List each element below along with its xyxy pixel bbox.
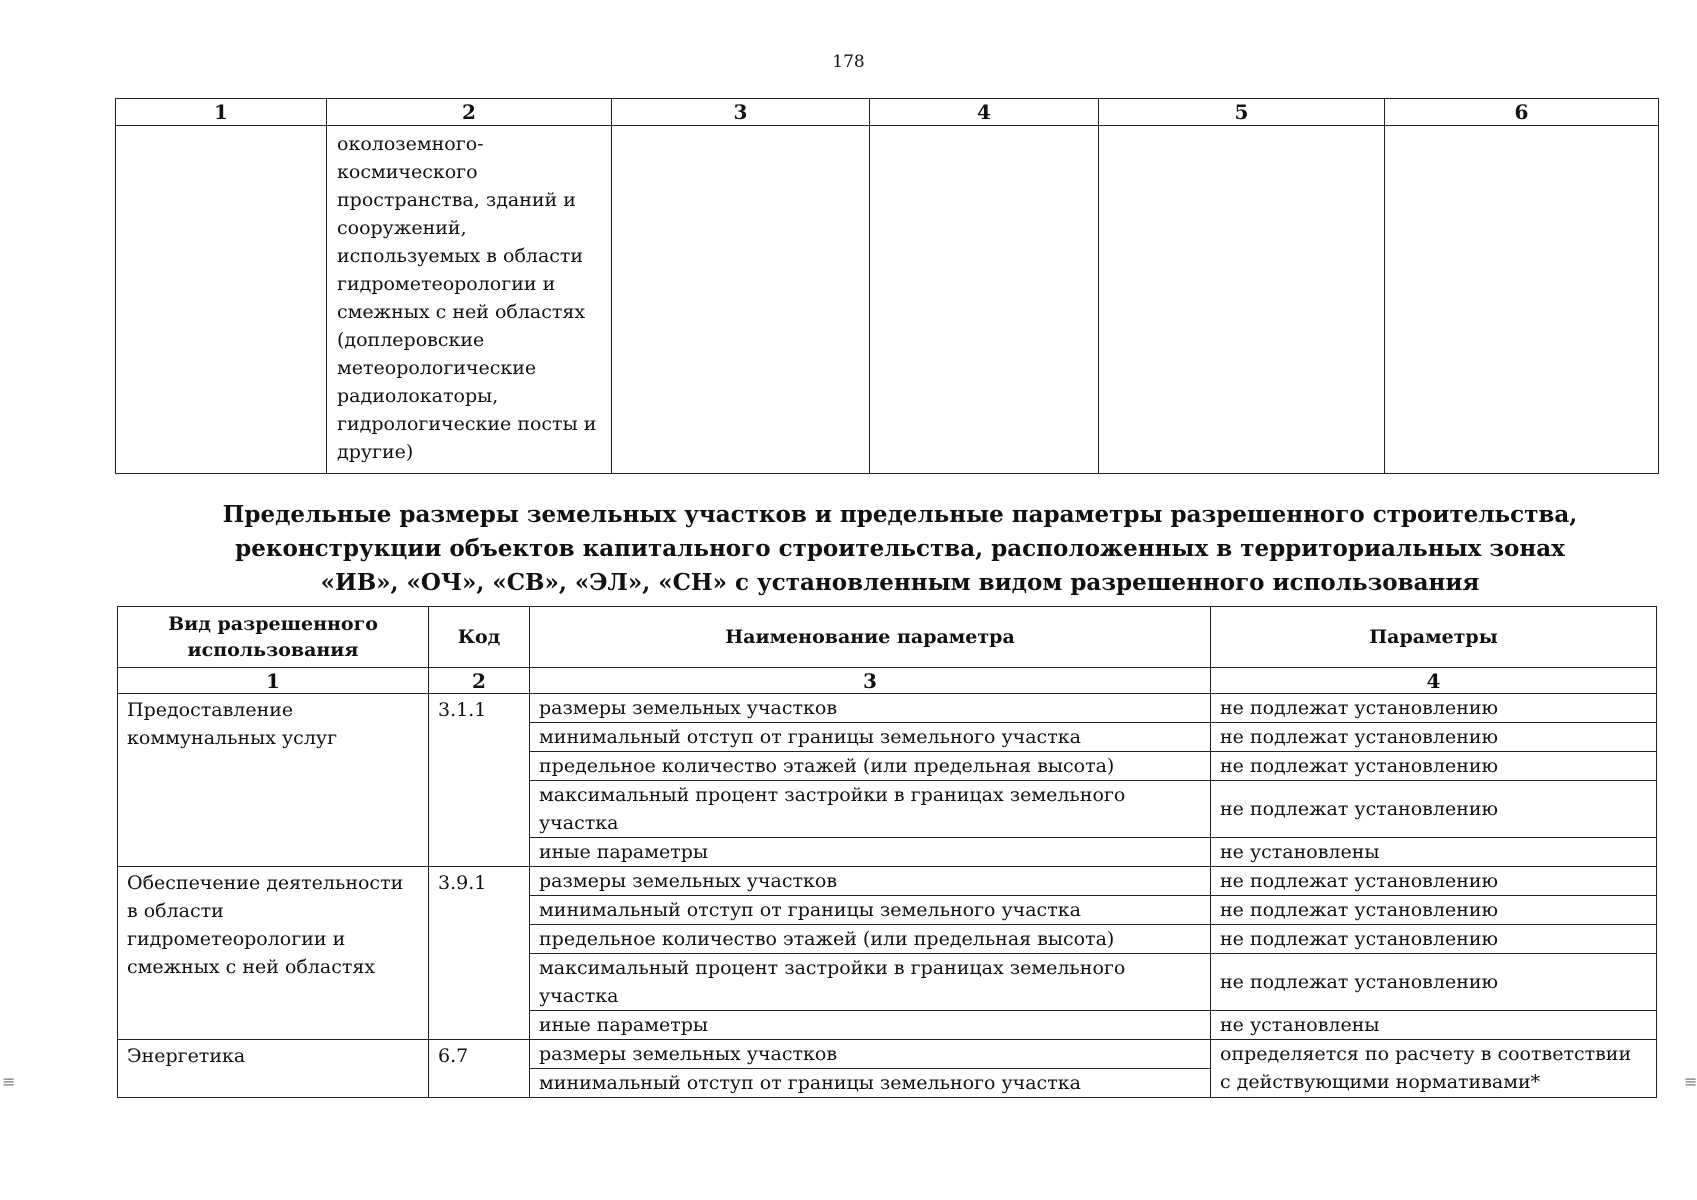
column-number: 5 bbox=[1099, 99, 1385, 126]
table-row bbox=[118, 694, 1657, 723]
param-name-cell: минимальный отступ от границы земельного участка bbox=[530, 723, 1211, 752]
param-value-cell: не подлежат установлению bbox=[1211, 867, 1657, 896]
table-cell bbox=[1385, 126, 1659, 474]
header-params: Параметры bbox=[1211, 607, 1657, 668]
section-title bbox=[180, 498, 1620, 600]
param-value-cell: не установлены bbox=[1211, 1011, 1657, 1040]
header-param-name: Наименование параметра bbox=[530, 607, 1211, 668]
param-value-cell: не подлежат установлению bbox=[1211, 694, 1657, 723]
header-permitted-use: Вид разрешенного использования bbox=[118, 607, 429, 668]
continuation-table-row bbox=[116, 126, 1659, 474]
code-cell: 3.9.1 bbox=[429, 867, 530, 1040]
table-cell bbox=[116, 126, 327, 474]
column-number: 3 bbox=[530, 668, 1211, 694]
parameters-table bbox=[117, 606, 1657, 1098]
param-name-cell: минимальный отступ от границы земельного участка bbox=[530, 1069, 1211, 1098]
continuation-table-header bbox=[116, 99, 1659, 126]
permitted-use-cell: Энергетика bbox=[118, 1040, 429, 1098]
table-cell bbox=[612, 126, 870, 474]
table-cell bbox=[1099, 126, 1385, 474]
header-code: Код bbox=[429, 607, 530, 668]
column-number: 2 bbox=[327, 99, 612, 126]
param-name-cell: максимальный процент застройки в границах земельного участка bbox=[530, 954, 1211, 1011]
parameters-table-header bbox=[118, 607, 1657, 668]
param-name-cell: минимальный отступ от границы земельного участка bbox=[530, 896, 1211, 925]
column-number: 1 bbox=[116, 99, 327, 126]
param-value-cell: не подлежат установлению bbox=[1211, 954, 1657, 1011]
permitted-use-cell: Обеспечение деятельности в области гидрометеорологии и смежных с ней областях bbox=[118, 867, 429, 1040]
param-name-cell: размеры земельных участков bbox=[530, 1040, 1211, 1069]
param-name-cell: иные параметры bbox=[530, 1011, 1211, 1040]
param-value-cell: не подлежат установлению bbox=[1211, 781, 1657, 838]
section-title-line: реконструкции объектов капитального строительства, расположенных в территориальных зонах bbox=[235, 535, 1565, 562]
column-number: 4 bbox=[870, 99, 1099, 126]
column-number: 1 bbox=[118, 668, 429, 694]
param-name-cell: размеры земельных участков bbox=[530, 867, 1211, 896]
column-number: 6 bbox=[1385, 99, 1659, 126]
table-cell bbox=[870, 126, 1099, 474]
column-number: 2 bbox=[429, 668, 530, 694]
table-row bbox=[118, 1040, 1657, 1069]
table-row bbox=[118, 867, 1657, 896]
param-value-cell: не подлежат установлению bbox=[1211, 896, 1657, 925]
continuation-table bbox=[115, 98, 1659, 474]
continued-description-cell: околоземного-космического пространства, зданий и сооружений, используемых в области гидрометеорологии и смежных с ней областях (доплеровские метеорологические радиолокаторы, гидрологические посты и другие) bbox=[327, 126, 612, 474]
permitted-use-cell: Предоставление коммунальных услуг bbox=[118, 694, 429, 867]
param-value-cell: не установлены bbox=[1211, 838, 1657, 867]
page-number: 178 bbox=[832, 52, 865, 72]
param-name-cell: предельное количество этажей (или предельная высота) bbox=[530, 752, 1211, 781]
param-name-cell: иные параметры bbox=[530, 838, 1211, 867]
param-value-cell: не подлежат установлению bbox=[1211, 925, 1657, 954]
section-title-line: «ИВ», «ОЧ», «СВ», «ЭЛ», «СН» с установленным видом разрешенного использования bbox=[320, 569, 1480, 596]
column-number: 4 bbox=[1211, 668, 1657, 694]
param-name-cell: предельное количество этажей (или предельная высота) bbox=[530, 925, 1211, 954]
param-value-cell: не подлежат установлению bbox=[1211, 723, 1657, 752]
param-value-cell: не подлежат установлению bbox=[1211, 752, 1657, 781]
scan-edge-mark: ≡ bbox=[2, 1072, 16, 1091]
code-cell: 6.7 bbox=[429, 1040, 530, 1098]
code-cell: 3.1.1 bbox=[429, 694, 530, 867]
param-name-cell: максимальный процент застройки в границах земельного участка bbox=[530, 781, 1211, 838]
scan-edge-mark: ≡ bbox=[1684, 1072, 1697, 1091]
column-numbers-row bbox=[118, 668, 1657, 694]
section-title-line: Предельные размеры земельных участков и предельные параметры разрешенного строительства, bbox=[222, 501, 1578, 528]
param-name-cell: размеры земельных участков bbox=[530, 694, 1211, 723]
column-number: 3 bbox=[612, 99, 870, 126]
param-value-cell: определяется по расчету в соответствии с действующими нормативами* bbox=[1211, 1040, 1657, 1098]
